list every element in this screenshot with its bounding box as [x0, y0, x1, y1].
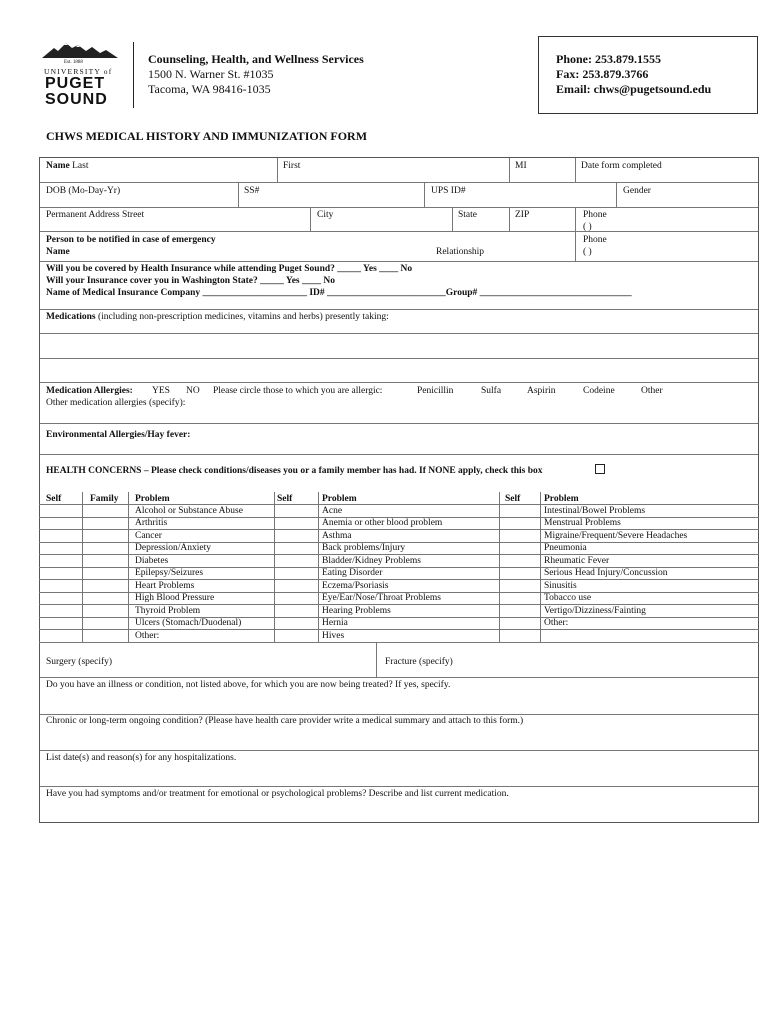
chronic-question: Chronic or long-term ongoing condition? (Please have health care provider write a medical summary and attach to this form.)	[46, 716, 524, 726]
col-divider	[424, 182, 425, 207]
col-divider	[452, 207, 453, 231]
col-problem-header: Problem	[544, 494, 579, 504]
logo-university: UNIVERSITY of	[44, 67, 113, 76]
row-divider	[40, 231, 758, 232]
medications-label: Medications (including non-prescription medicines, vitamins and herbs) presently taking:	[46, 312, 389, 322]
dob-label: DOB (Mo-Day-Yr)	[46, 186, 121, 196]
form-title: CHWS MEDICAL HISTORY AND IMMUNIZATION FORM	[46, 129, 368, 143]
col-divider	[575, 207, 576, 261]
address-label: Permanent Address Street	[46, 210, 145, 220]
health-problem-item: Asthma	[322, 530, 352, 541]
health-problem-item: Epilepsy/Seizures	[135, 568, 204, 578]
hospitalization-question: List date(s) and reason(s) for any hospitalizations.	[46, 753, 237, 763]
ss-label: SS#	[244, 186, 260, 196]
allergy-instruction: Please circle those to which you are allergic:	[213, 386, 383, 396]
medication-allergies-label: Medication Allergies:	[46, 386, 133, 396]
row-divider	[40, 358, 758, 359]
emergency-name-label: Name	[46, 247, 70, 257]
first-name-label: First	[283, 161, 301, 171]
psych-question: Have you had symptoms and/or treatment for emotional or psychological problems? Describe and list current medication.	[46, 789, 509, 799]
emergency-phone-label: Phone	[583, 235, 607, 245]
allergy-option[interactable]: Penicillin	[417, 386, 454, 396]
col-problem-header: Problem	[135, 494, 170, 504]
allergy-option[interactable]: Sulfa	[481, 386, 502, 396]
health-problem-item: Migraine/Frequent/Severe Headaches	[544, 530, 688, 541]
name-label: Name Last	[46, 161, 89, 171]
row-divider	[40, 423, 758, 424]
emergency-label: Person to be notified in case of emergency	[46, 235, 216, 245]
surgery-label: Surgery (specify)	[46, 657, 113, 667]
org-address-2: Tacoma, WA 98416-1035	[148, 82, 271, 96]
col-divider	[376, 642, 377, 677]
health-problem-item: Other:	[135, 630, 160, 641]
row-divider	[40, 309, 758, 310]
allergy-no[interactable]: NO	[186, 386, 200, 396]
allergy-option[interactable]: Codeine	[583, 386, 615, 396]
col-divider	[509, 207, 510, 231]
col-divider	[575, 158, 576, 182]
org-address-1: 1500 N. Warner St. #1035	[148, 67, 274, 81]
health-problem-item: Cancer	[135, 530, 162, 541]
org-name: Counseling, Health, and Wellness Services	[148, 52, 364, 66]
col-self-header: Self	[46, 494, 62, 504]
insurance-question-2: Will your Insurance cover you in Washington State? _____ Yes ____ No	[46, 276, 335, 286]
fracture-label: Fracture (specify)	[385, 657, 453, 667]
emergency-phone-area-code: ( )	[583, 247, 592, 257]
contact-email: Email: chws@pugetsound.edu	[556, 82, 712, 96]
health-problem-item: Back problems/Injury	[322, 543, 406, 553]
logo-puget: PUGET	[45, 75, 106, 92]
health-problem-item: Arthritis	[135, 518, 168, 528]
none-apply-checkbox[interactable]	[595, 464, 605, 474]
health-problem-item: Eye/Ear/Nose/Throat Problems	[322, 593, 441, 603]
phone-area-code: ( )	[583, 222, 592, 232]
relationship-label: Relationship	[436, 247, 485, 257]
health-problem-item: High Blood Pressure	[135, 593, 215, 603]
health-problem-item: Eczema/Psoriasis	[322, 580, 389, 591]
date-completed-label: Date form completed	[581, 161, 662, 171]
logo-sound: SOUND	[45, 91, 108, 108]
allergy-option[interactable]: Other	[641, 386, 663, 396]
health-problem-item: Thyroid Problem	[135, 605, 201, 616]
col-problem-header: Problem	[322, 494, 357, 504]
logo-divider	[133, 42, 134, 108]
mountain-logo-icon	[40, 40, 120, 62]
health-problem-item: Rheumatic Fever	[544, 555, 610, 566]
health-problem-item: Other:	[544, 618, 569, 628]
health-problem-item: Acne	[322, 505, 343, 516]
health-problem-item: Tobacco use	[544, 593, 592, 603]
health-problem-item: Eating Disorder	[322, 568, 383, 578]
health-problem-item: Sinusitis	[544, 580, 577, 591]
health-grid-row-line	[39, 642, 759, 643]
col-divider	[509, 158, 510, 182]
logo-est: Est. 1888	[64, 60, 83, 65]
col-self-header: Self	[277, 494, 293, 504]
health-problem-item: Alcohol or Substance Abuse	[135, 505, 243, 516]
health-problem-item: Bladder/Kidney Problems	[322, 555, 421, 566]
city-label: City	[317, 210, 334, 220]
allergy-option[interactable]: Aspirin	[527, 386, 556, 396]
col-divider	[616, 182, 617, 207]
health-problem-item: Heart Problems	[135, 580, 195, 591]
insurance-company-line: Name of Medical Insurance Company ______________________ ID# _________________________Group# ________________________________	[46, 288, 632, 298]
col-divider	[310, 207, 311, 231]
environmental-allergies-label: Environmental Allergies/Hay fever:	[46, 430, 191, 440]
health-problem-item: Anemia or other blood problem	[322, 518, 443, 528]
health-problem-item: Depression/Anxiety	[135, 543, 211, 553]
row-divider	[40, 182, 758, 183]
row-divider	[40, 750, 758, 751]
phone-label: Phone	[583, 210, 607, 220]
row-divider	[40, 677, 758, 678]
contact-phone: Phone: 253.879.1555	[556, 52, 661, 66]
col-divider	[238, 182, 239, 207]
row-divider	[40, 207, 758, 208]
health-concerns-heading: HEALTH CONCERNS – Please check conditions/diseases you or a family member has had. If NONE apply, check this box	[46, 466, 543, 476]
health-problem-item: Hives	[322, 630, 345, 641]
row-divider	[40, 333, 758, 334]
contact-fax: Fax: 253.879.3766	[556, 67, 649, 81]
health-problem-item: Intestinal/Bowel Problems	[544, 505, 646, 516]
health-problem-item: Serious Head Injury/Concussion	[544, 568, 668, 578]
col-divider	[277, 158, 278, 182]
health-problem-item: Hernia	[322, 618, 348, 628]
allergy-yes[interactable]: YES	[152, 386, 170, 396]
col-self-header: Self	[505, 494, 521, 504]
row-divider	[40, 261, 758, 262]
ups-id-label: UPS ID#	[431, 186, 466, 196]
zip-label: ZIP	[515, 210, 530, 220]
health-problem-item: Vertigo/Dizziness/Fainting	[544, 605, 646, 616]
col-family-header: Family	[90, 494, 119, 504]
row-divider	[40, 786, 758, 787]
row-divider	[40, 454, 758, 455]
mi-label: MI	[515, 161, 527, 171]
state-label: State	[458, 210, 477, 220]
illness-question: Do you have an illness or condition, not listed above, for which you are now being treated? If yes, specify.	[46, 680, 451, 690]
insurance-question-1: Will you be covered by Health Insurance while attending Puget Sound? _____ Yes ____ No	[46, 264, 413, 274]
contact-box	[538, 36, 758, 114]
health-problem-item: Pneumonia	[544, 543, 587, 553]
row-divider	[40, 382, 758, 383]
other-allergies-label: Other medication allergies (specify):	[46, 398, 186, 408]
health-problem-item: Diabetes	[135, 555, 169, 566]
health-problem-item: Menstrual Problems	[544, 518, 621, 528]
health-problem-item: Ulcers (Stomach/Duodenal)	[135, 618, 242, 628]
health-problem-item: Hearing Problems	[322, 605, 391, 616]
gender-label: Gender	[623, 186, 651, 196]
